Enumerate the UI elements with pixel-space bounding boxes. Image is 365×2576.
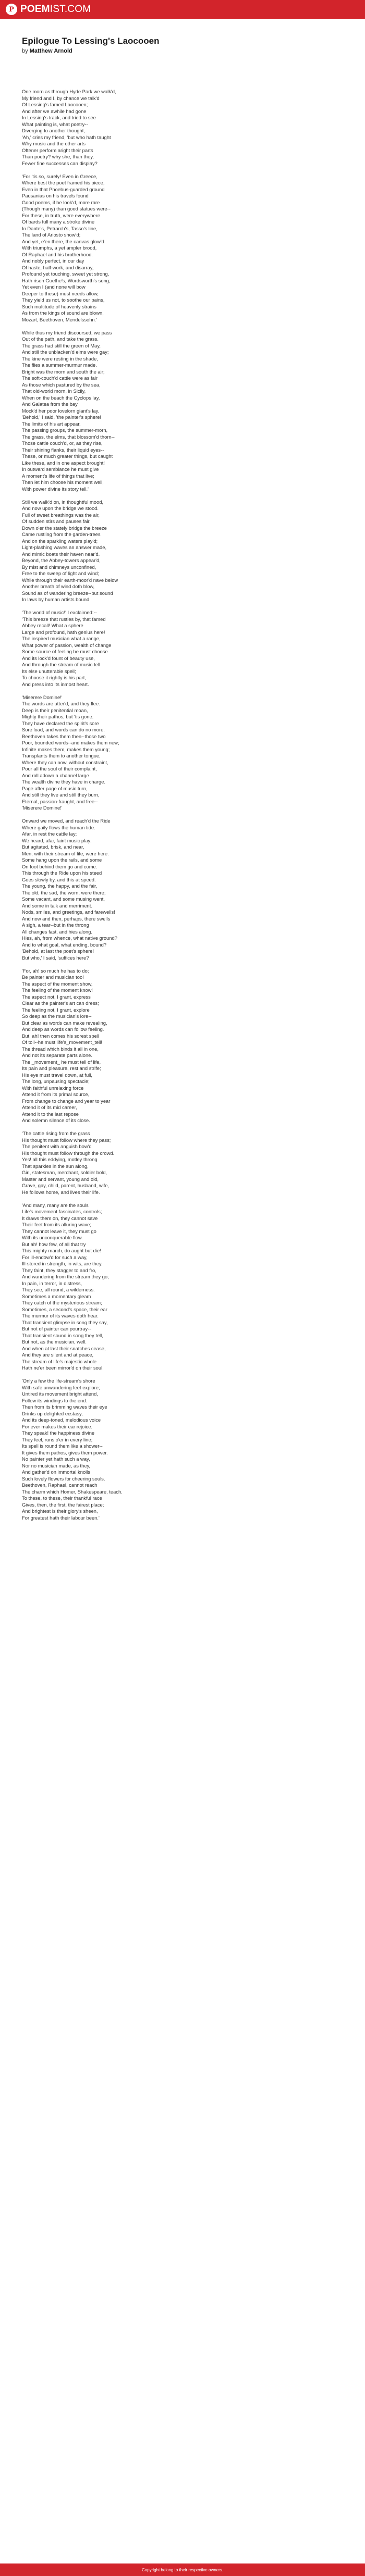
poem-line: 'Behold, at last the poet's sphere! (22, 948, 94, 954)
poem-line: Hath ne'er been mirror'd on their soul. (22, 1365, 104, 1371)
poem-line: And yet, e'en there, the canvas glow'd (22, 238, 104, 244)
poem-line: 'Only a few the life-stream's shore (22, 1378, 95, 1384)
poem-stanza (22, 1130, 314, 1196)
poem-line: Deeper to these) must needs allow, (22, 290, 99, 296)
poem-line: Another breath of wind doth blow, (22, 583, 95, 589)
poem-line: In Lessing's track, and tried to see (22, 115, 96, 120)
poem-line: Beethoven, Raphael, cannot reach (22, 1482, 98, 1488)
poem-line: 'Miserere Domine!' (22, 805, 63, 811)
poem-line: On foot behind them go and come. (22, 863, 98, 869)
poem-line: The charm which Homer, Shakespeare, teach. (22, 1488, 123, 1495)
poem-line: The aspect not, I grant, express (22, 993, 91, 1000)
poem-line: They speak! the happiness divine (22, 1430, 95, 1436)
poem-line: With faithful unrelaxing force (22, 1085, 84, 1091)
poem-line: Girl, statesman, merchant, soldier bold, (22, 1169, 107, 1175)
poem-line: Of Raphael and his brotherhood. (22, 251, 93, 257)
poem-line: But, ah! then comes his sorest spell (22, 1032, 99, 1039)
poem-line: To these, to these, their thankful race (22, 1495, 102, 1501)
poem-line: His thought must follow through the crowd. (22, 1150, 115, 1156)
poem-line: The young, the happy, and the fair, (22, 883, 98, 889)
poem-line: Clear as the painter's art can dress; (22, 1000, 99, 1006)
poem-line: Abbey recall! What a sphere (22, 623, 83, 628)
poem-byline (22, 48, 72, 54)
poem-line: Sore load, and words can do no more. (22, 727, 105, 732)
poem-line: Of haste, half-work, and disarray, (22, 264, 94, 270)
poem-line: And mimic boats their haven near'd. (22, 551, 100, 557)
site-footer (0, 2563, 365, 2576)
poem-line: Such lovely flowers for cheering souls. (22, 1475, 105, 1482)
poem-line: To choose it rightly is his part, (22, 675, 86, 680)
poem-line: Light-plashing waves an answer made, (22, 544, 107, 550)
poem-line: While through their earth-moor'd nave below (22, 577, 118, 583)
poem-line: Came rustling from the garden-trees (22, 531, 101, 537)
author-link[interactable]: Matthew Arnold (29, 48, 72, 54)
poem-line: The long, unpausing spectacle; (22, 1078, 90, 1084)
poem-line: By mist and chimneys unconfined, (22, 564, 96, 570)
poem-line: 'The cattle rising from the grass (22, 1130, 90, 1136)
poem-line: Its spell is round them like a shower-- (22, 1443, 103, 1449)
poem-line: The land of Ariosto show'd; (22, 232, 81, 238)
poem-line: 'Ah,' cries my friend, 'but who hath taught (22, 134, 111, 140)
poem-line: And now and then, perhaps, there swells (22, 915, 111, 922)
poem-line: The penitent with anguish bow'd (22, 1143, 92, 1149)
poem-line: Mighty their pathos, but 'tis gone. (22, 714, 94, 719)
poem-line: 'This breeze that rustles by, that famed (22, 616, 106, 622)
poem-line: From change to change and year to year (22, 1098, 111, 1104)
poem-line: Even in that Phoebus-guarded ground (22, 186, 105, 192)
poem-line: And still they live and still they burn, (22, 792, 100, 798)
poem-line: Be painter and musician too! (22, 974, 84, 980)
poem-line: Where best the poet framed his piece, (22, 180, 105, 185)
poem-line: My friend and I, by chance we talk'd (22, 95, 100, 101)
poem-line: Drinks up delighted ecstasy, (22, 1410, 83, 1416)
poem-line: Hies, ah, from whence, what native ground? (22, 935, 117, 941)
poem-line: They feel, runs o'er in every line; (22, 1436, 93, 1442)
poem-line: Hath risen Goethe's, Wordsworth's song; (22, 277, 111, 283)
poem-title: Epilogue To Lessing's Laocooen (22, 36, 160, 46)
poem-line: Gives, then, the first, the fairest place; (22, 1501, 104, 1508)
poem-line: Where gaily flows the human tide. (22, 824, 95, 830)
poem-line: The aspect of the moment show, (22, 980, 93, 987)
poem-line: The limits of his art appear. (22, 420, 81, 427)
poem-line: And solemn silence of its close. (22, 1117, 90, 1123)
poem-line: And roll adown a channel large (22, 772, 89, 778)
poem-line: Such multitude of heavenly strains (22, 303, 96, 309)
poem-stanza (22, 1202, 314, 1372)
poem-line: Beethoven takes them then--those two (22, 733, 106, 739)
poem-line: What painting is, what poetry-- (22, 121, 88, 127)
poem-line: That transient glimpse in song they say, (22, 1319, 108, 1325)
by-label: by (22, 48, 28, 54)
poem-line: Some hang upon the rails, and some (22, 857, 102, 863)
site-logo[interactable] (6, 4, 91, 15)
poem-line: Page after page of music turn, (22, 785, 88, 791)
poem-line: When on the beach the Cyclops lay, (22, 394, 100, 401)
poem-line: But clear as words can make revealing, (22, 1019, 107, 1026)
poem-line: Sound as of wandering breeze--but sound (22, 590, 113, 596)
poem-line: Mozart, Beethoven, Mendelssohn.' (22, 316, 98, 322)
poem-line: And still the unblacken'd elms were gay; (22, 349, 109, 355)
poem-line: And on the sparkling waters play'd; (22, 538, 98, 544)
poem-line: The kine were resting in the shade, (22, 355, 98, 362)
poem-line: It gives them pathos, gives them power. (22, 1449, 108, 1455)
poem-line: Attend it to the last repose (22, 1111, 79, 1117)
poem-line: Than poetry? why she, than they, (22, 154, 94, 159)
poem-line: Their feet from its alluring wave; (22, 1222, 91, 1227)
poem-line: Nor no musician made, as they, (22, 1462, 91, 1469)
poem-line: Good poems, if he look'd, more rare (22, 199, 100, 205)
poem-line: And wandering from the stream they go; (22, 1274, 109, 1279)
poem-line: With triumphs, a yet ampler brood, (22, 245, 97, 251)
poem-line: Afar, in rest the cattle lay; (22, 831, 77, 837)
poem-line: And some in talk and merriment. (22, 902, 92, 909)
poem-line: A sigh, a tear--but in the throng (22, 922, 89, 928)
poem-line: A moment's life of things that live; (22, 472, 94, 479)
poem-line: They have declared the spirit's sore (22, 720, 99, 726)
poem-line: Transplants them to another tongue, (22, 753, 101, 758)
poem-line: 'For, ah! so much he has to do; (22, 967, 89, 974)
logo-suffix: IST.COM (50, 4, 91, 15)
poem-line: And brightest is their glory's sheen, (22, 1508, 98, 1514)
poem-line: And to what goal, what ending, bound? (22, 941, 107, 948)
poem-line: The _movement_ he must tell of life, (22, 1059, 101, 1065)
poem-line: Of bards full many a stroke divine (22, 219, 95, 225)
poem-line: Then from its brimming waves their eye (22, 1404, 107, 1410)
poem-line: Sometimes, a second's space, their ear (22, 1306, 107, 1312)
poem-line: No painter yet hath such a way, (22, 1456, 90, 1462)
poem-line: And through the stream of music tell (22, 662, 101, 667)
poem-line: 'The world of music!' I exclaimed:-- (22, 609, 97, 615)
poem-line: Deep is their penitential moan, (22, 707, 88, 713)
poem-line: Attend it from its primal source, (22, 1091, 90, 1097)
poem-line: Bright was the morn and south the air; (22, 368, 105, 375)
poem-line: Diverging to another thought, (22, 128, 85, 133)
poem-line: As those which pastured by the sea, (22, 381, 101, 388)
poem-line: Some vacant, and some musing went, (22, 896, 105, 902)
poem-line: His thought must follow where they pass; (22, 1137, 111, 1143)
poem-line: The wealth divine they have in charge. (22, 779, 105, 785)
poem-line: He follows home, and lives their life. (22, 1189, 100, 1195)
poem-line: (Though many) than good statues were-- (22, 206, 111, 211)
poem-line: Yet even I (and none will bow (22, 284, 86, 290)
poem-line: And its lock'd fount of beauty use, (22, 655, 95, 661)
poem-line: Still we walk'd on, in thoughtful mood, (22, 499, 104, 505)
poem-line: Then let him choose his moment well, (22, 479, 104, 485)
poem-line: They yield us not, to soothe our pains, (22, 297, 105, 303)
poem-line: Yes! all this eddying, motley throng (22, 1156, 98, 1162)
poem-line: For these, in truth, were everywhere. (22, 212, 102, 218)
poem-line: Of toil--he must life's_movement_tell! (22, 1039, 102, 1045)
poem-line: Goes slowly by, and this at speed. (22, 876, 96, 882)
poem-line: Some source of feeling he must choose (22, 649, 108, 654)
poem-stanza (22, 968, 314, 1124)
poem-stanza (22, 818, 314, 961)
poem-line: It draws them on, they cannot save (22, 1215, 98, 1221)
poem-line: In outward semblance he must give (22, 466, 99, 472)
poem-stanza (22, 694, 314, 812)
logo-prefix: POEM (20, 4, 50, 15)
poem-line: Onward we moved, and reach'd the Ride (22, 818, 111, 824)
poem-line: They cannot leave it, they must go (22, 1228, 96, 1234)
poem-stanza (22, 173, 314, 323)
poem-line: But who,' I said, 'suffices here? (22, 954, 89, 961)
poem-line: Follow its windings to the end. (22, 1397, 88, 1403)
poem-line: Down o'er the stately bridge the breeze (22, 525, 107, 531)
poem-stanza (22, 1378, 314, 1521)
poem-line: And gather'd on immortal knolls (22, 1469, 91, 1475)
poem-line: The thread which binds it all in one, (22, 1046, 99, 1052)
poem-line: Like these, and in one aspect brought! (22, 459, 105, 466)
poem-line: Large and profound, hath genius here! (22, 629, 105, 635)
poem-line: Grave, gay, child, parent, husband, wife, (22, 1183, 110, 1188)
poem-line: And now upon the bridge we stood. (22, 505, 99, 511)
poem-line: And Galatea from the bay (22, 401, 78, 407)
poem-line: What power of passion, wealth of change (22, 642, 112, 648)
poem-line: The murmur of its waves doth hear. (22, 1313, 99, 1318)
poem-line: Untired its movement bright attend, (22, 1391, 98, 1397)
poem-line: The words are utter'd, and they flee. (22, 701, 100, 706)
poem-line: The grass, the elms, that blossom'd thorn-- (22, 433, 115, 440)
poem-line: For ill-endow'd for such a way, (22, 1254, 88, 1260)
poem-stanza (22, 330, 314, 493)
poem-line: And nobly perfect, in our day (22, 258, 84, 264)
poem-line: And press into its inmost heart. (22, 681, 89, 687)
poem-line: While thus my friend discoursed, we pass (22, 329, 112, 335)
poem-line: Free to the sweep of light and wind; (22, 570, 100, 576)
poem-line: Where they can now, without constraint, (22, 759, 108, 765)
poem-line: The feeling not, I grant, explore (22, 1006, 90, 1013)
poem-line: Profound yet touching, sweet yet strong, (22, 271, 110, 277)
poem-line: They see, all round, a wilderness. (22, 1287, 95, 1292)
poem-line: The old, the sad, the worn, were there; (22, 889, 106, 895)
poem-line: Mock'd her poor lovelorn giant's lay. (22, 407, 100, 414)
poem-line: Sometimes a momentary gleam (22, 1293, 91, 1299)
poem-line: Eternal, passion-fraught, and free-- (22, 798, 98, 804)
poem-line: Fewer fine successes can display? (22, 160, 98, 166)
poem-line: They catch of the mysterious stream; (22, 1300, 102, 1305)
poem-line: Attend it of its mid career, (22, 1104, 77, 1110)
poem-line: Pour all the soul of their complaint, (22, 766, 97, 771)
logo-text (20, 4, 91, 15)
poem-line: Master and servant, young and old, (22, 1176, 99, 1182)
poem-line: Their shining flanks, their liquid eyes-- (22, 446, 104, 453)
poem-line: Beyond, the Abbey-towers appear'd, (22, 557, 101, 563)
poem-line: Of sudden stirs and pauses fair. (22, 518, 91, 524)
poem-line: All changes fast, and hies along. (22, 928, 92, 935)
poem-line: The flies a summer-murmur made. (22, 362, 97, 368)
poem-line: We heard, afar, faint music play; (22, 837, 92, 843)
poem-line: Its pain and pleasure, rest and strife; (22, 1065, 101, 1071)
poem-line: Infinite makes them, makes them young; (22, 746, 110, 752)
poem-line: For greatest hath their labour been.' (22, 1514, 100, 1521)
poem-line: The passing groups, the summer-morn, (22, 427, 108, 433)
poem-line: The grass had still the green of May, (22, 342, 101, 349)
poem-line: And deep as words can follow feeling. (22, 1026, 104, 1032)
poem-line: But agitated, brisk, and near, (22, 844, 84, 850)
poem-line: With its unconquerable flow. (22, 1235, 83, 1240)
poem-line: And they are silent and at peace, (22, 1352, 94, 1358)
poem-line: This mighty march, do aught but die! (22, 1248, 101, 1253)
poem-line: Out of the path, and take the grass. (22, 336, 99, 342)
poem-line: One morn as through Hyde Park we walk'd, (22, 89, 116, 94)
poem-line: Of Lessing's famed Laocooen; (22, 102, 88, 107)
poem-line: The stream of life's majestic whole (22, 1358, 96, 1364)
poem-stanza (22, 499, 314, 603)
poem-line: That old-world morn, in Sicily, (22, 388, 86, 394)
poem-line: Life's movement fascinates, controls; (22, 1209, 102, 1214)
poem-line: As from the kings of sound are blown, (22, 310, 104, 316)
copyright-text: Copyright belong to their respective owners. (141, 2567, 224, 2572)
poem-line: That sparkles in the sun along, (22, 1163, 89, 1169)
poem-stanza (22, 89, 314, 167)
poem-line: 'For 'tis so, surely! Even in Greece, (22, 173, 98, 179)
poem-line: Ill-stored in strength, in wits, are they. (22, 1261, 103, 1266)
poem-line: And its deep-toned, melodious voice (22, 1417, 101, 1423)
poem-line: The feeling of the moment know! (22, 987, 93, 993)
poem-line: In Dante's, Petrarch's, Tasso's line, (22, 225, 98, 231)
poem-line: The soft-couch'd cattle were as fair (22, 375, 98, 381)
poem-line: Those cattle couch'd, or, as they rise, (22, 440, 103, 446)
site-header (0, 0, 365, 19)
logo-badge-icon: P (6, 4, 17, 15)
poem-line: Why music and the other arts (22, 141, 86, 146)
poem-line: Pausanias on his travels found (22, 193, 89, 198)
poem-line: Its else unutterable spell; (22, 668, 76, 674)
poem-line: But ah! how few, of all that try (22, 1241, 86, 1247)
poem-line: In pain, in terror, in distress, (22, 1280, 82, 1286)
poem-line: With safe unwandering feet explore; (22, 1384, 100, 1390)
poem-line: The inspired musician what a range, (22, 636, 101, 641)
poem-line: In laws by human artists bound. (22, 596, 91, 602)
poem-line: This through the Ride upon his steed (22, 870, 102, 876)
poem-line: For ever makes their ear rejoice. (22, 1423, 92, 1429)
poem-line: Men, with their stream of life, were here. (22, 850, 109, 856)
poem-line: So deep as the musician's lore-- (22, 1013, 92, 1019)
poem-line: 'And many, many are the souls (22, 1202, 89, 1208)
poem-line: His eye must travel down, at full, (22, 1072, 92, 1078)
poem-line: Nods, smiles, and greetings, and farewells! (22, 909, 115, 915)
poem-line: Oftener perform aright their parts (22, 147, 93, 153)
poem-line: And when at last their snatches cease, (22, 1345, 106, 1351)
poem-line: That transient sound in song they tell, (22, 1332, 103, 1338)
poem-line: Poor, bounded words--and makes them new; (22, 740, 119, 745)
poem-line: 'Miserere Domine!' (22, 694, 63, 700)
poem-line: And after we awhile had gone (22, 108, 87, 114)
poem-body (22, 89, 314, 1528)
poem-line: They faint, they stagger to and fro, (22, 1267, 96, 1273)
poem-line: Full of sweet breathings was the air, (22, 512, 100, 518)
poem-line: 'Behold,' I said, 'the painter's sphere! (22, 414, 102, 420)
poem-stanza (22, 609, 314, 688)
poem-line: And not its separate parts alone. (22, 1052, 92, 1058)
poem-line: With power divine its story tell.' (22, 486, 89, 492)
poem-line: But not, as the musician, well. (22, 1339, 87, 1345)
poem-line: But not of painter can pourtray-- (22, 1326, 91, 1331)
poem-line: These, or much greater things, but caught (22, 453, 113, 459)
